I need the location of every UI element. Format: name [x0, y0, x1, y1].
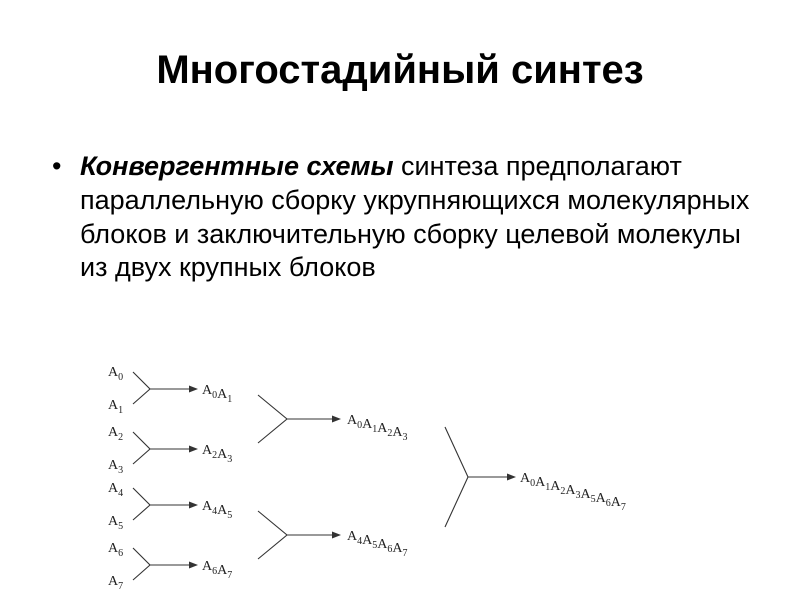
starting-block-label: $A_6$ [108, 541, 124, 559]
pair-bracket [133, 488, 150, 520]
pair-bracket [133, 432, 150, 464]
starting-block-label: $A_5$ [108, 514, 124, 532]
reaction-arrow-head [332, 416, 341, 423]
bullet-emphasis: Конвергентные схемы [80, 151, 394, 181]
dimer-label: $A_4A_5$ [202, 499, 233, 521]
slide-title: Многостадийный синтез [156, 48, 644, 92]
bullet-marker: • [52, 151, 62, 181]
bullet-item [52, 150, 772, 285]
reaction-arrow-head [189, 386, 198, 393]
dimer-label: $A_6A_7$ [202, 559, 233, 581]
pair-bracket [133, 548, 150, 580]
pair-bracket [133, 372, 150, 404]
convergent-synthesis-scheme [100, 362, 700, 594]
reaction-arrow-head [189, 562, 198, 569]
reaction-arrow-head [507, 474, 516, 481]
dimer-bracket [258, 511, 287, 559]
starting-block-label: $A_0$ [108, 365, 124, 383]
bullet-text [80, 150, 772, 285]
reaction-arrow-head [189, 446, 198, 453]
tetramer-bracket [445, 427, 468, 527]
dimer-label: $A_0A_1$ [202, 383, 233, 405]
reaction-arrow-head [332, 532, 341, 539]
target-molecule-label: $A_0A_1A_2A_3A_5A_6A_7$ [520, 471, 626, 513]
tetramer-label: $A_0A_1A_2A_3$ [347, 413, 408, 443]
bullet-body: синтеза предполагают параллельную сборку укрупняющихся молекулярных блоков и заключительную сборку целевой молекулы из двух крупных блоков [80, 151, 750, 283]
starting-block-label: $A_1$ [108, 398, 124, 416]
starting-block-label: $A_7$ [108, 574, 124, 592]
starting-block-label: $A_2$ [108, 425, 124, 443]
starting-block-label: $A_3$ [108, 458, 124, 476]
dimer-bracket [258, 395, 287, 443]
starting-block-label: $A_4$ [108, 481, 124, 499]
tetramer-label: $A_4A_5A_6A_7$ [347, 529, 408, 559]
reaction-arrow-head [189, 502, 198, 509]
dimer-label: $A_2A_3$ [202, 443, 233, 465]
